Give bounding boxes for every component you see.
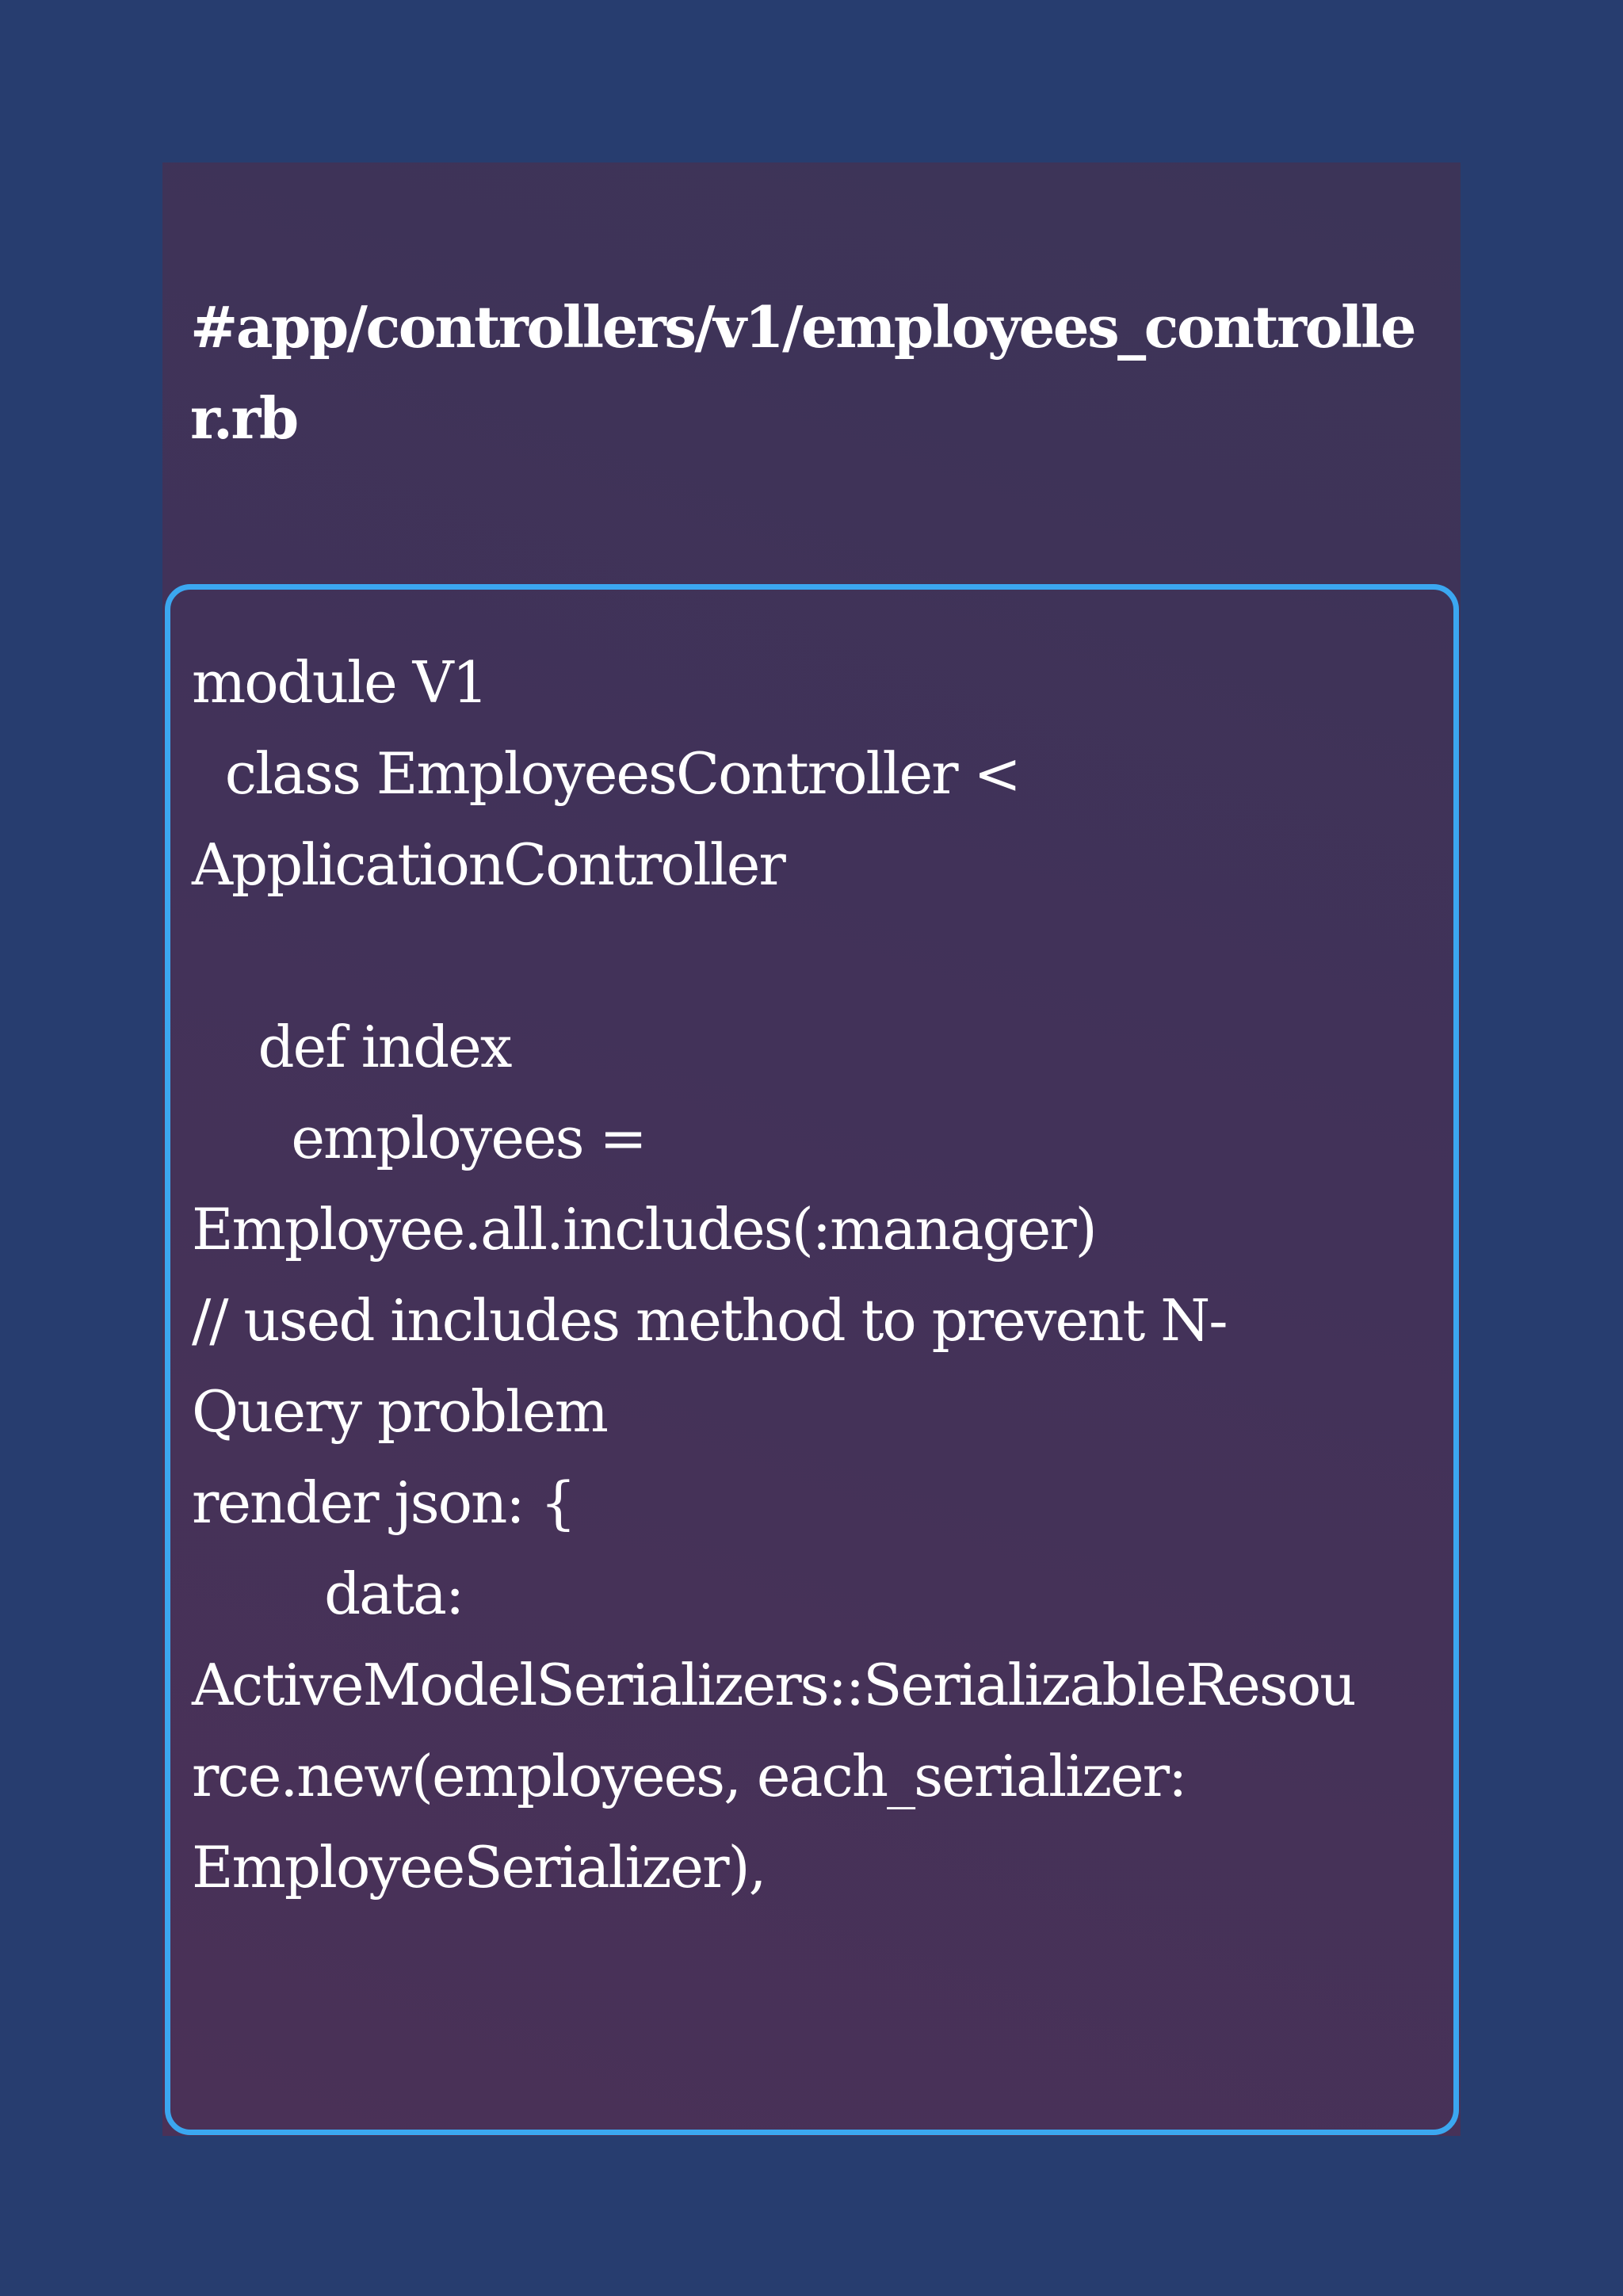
code-block	[165, 584, 1459, 2135]
code-line: Employee.all.includes(:manager)	[192, 1196, 1096, 1263]
code-lines	[192, 637, 1452, 1913]
code-line: render json: {	[192, 1469, 575, 1536]
code-line: ApplicationController	[192, 831, 785, 898]
code-line: data:	[192, 1561, 464, 1627]
code-line: employees =	[192, 1105, 646, 1171]
file-path-line-2: r.rb	[190, 384, 297, 452]
file-path-line-1: #app/controllers/v1/employees_controlle	[190, 293, 1415, 361]
code-comment-line: Query problem	[192, 1378, 607, 1445]
code-comment-line: // used includes method to prevent N-	[192, 1287, 1227, 1354]
code-line-blank	[192, 911, 1452, 1002]
code-line: module V1	[192, 649, 487, 716]
file-path-title	[190, 281, 1446, 464]
code-line: def index	[192, 1014, 511, 1080]
code-line: ActiveModelSerializers::SerializableResou	[192, 1652, 1355, 1718]
code-line: class EmployeesController <	[192, 740, 1020, 807]
code-line: rce.new(employees, each_serializer:	[192, 1743, 1186, 1809]
code-line: EmployeeSerializer),	[192, 1834, 766, 1901]
code-card	[162, 162, 1461, 2136]
